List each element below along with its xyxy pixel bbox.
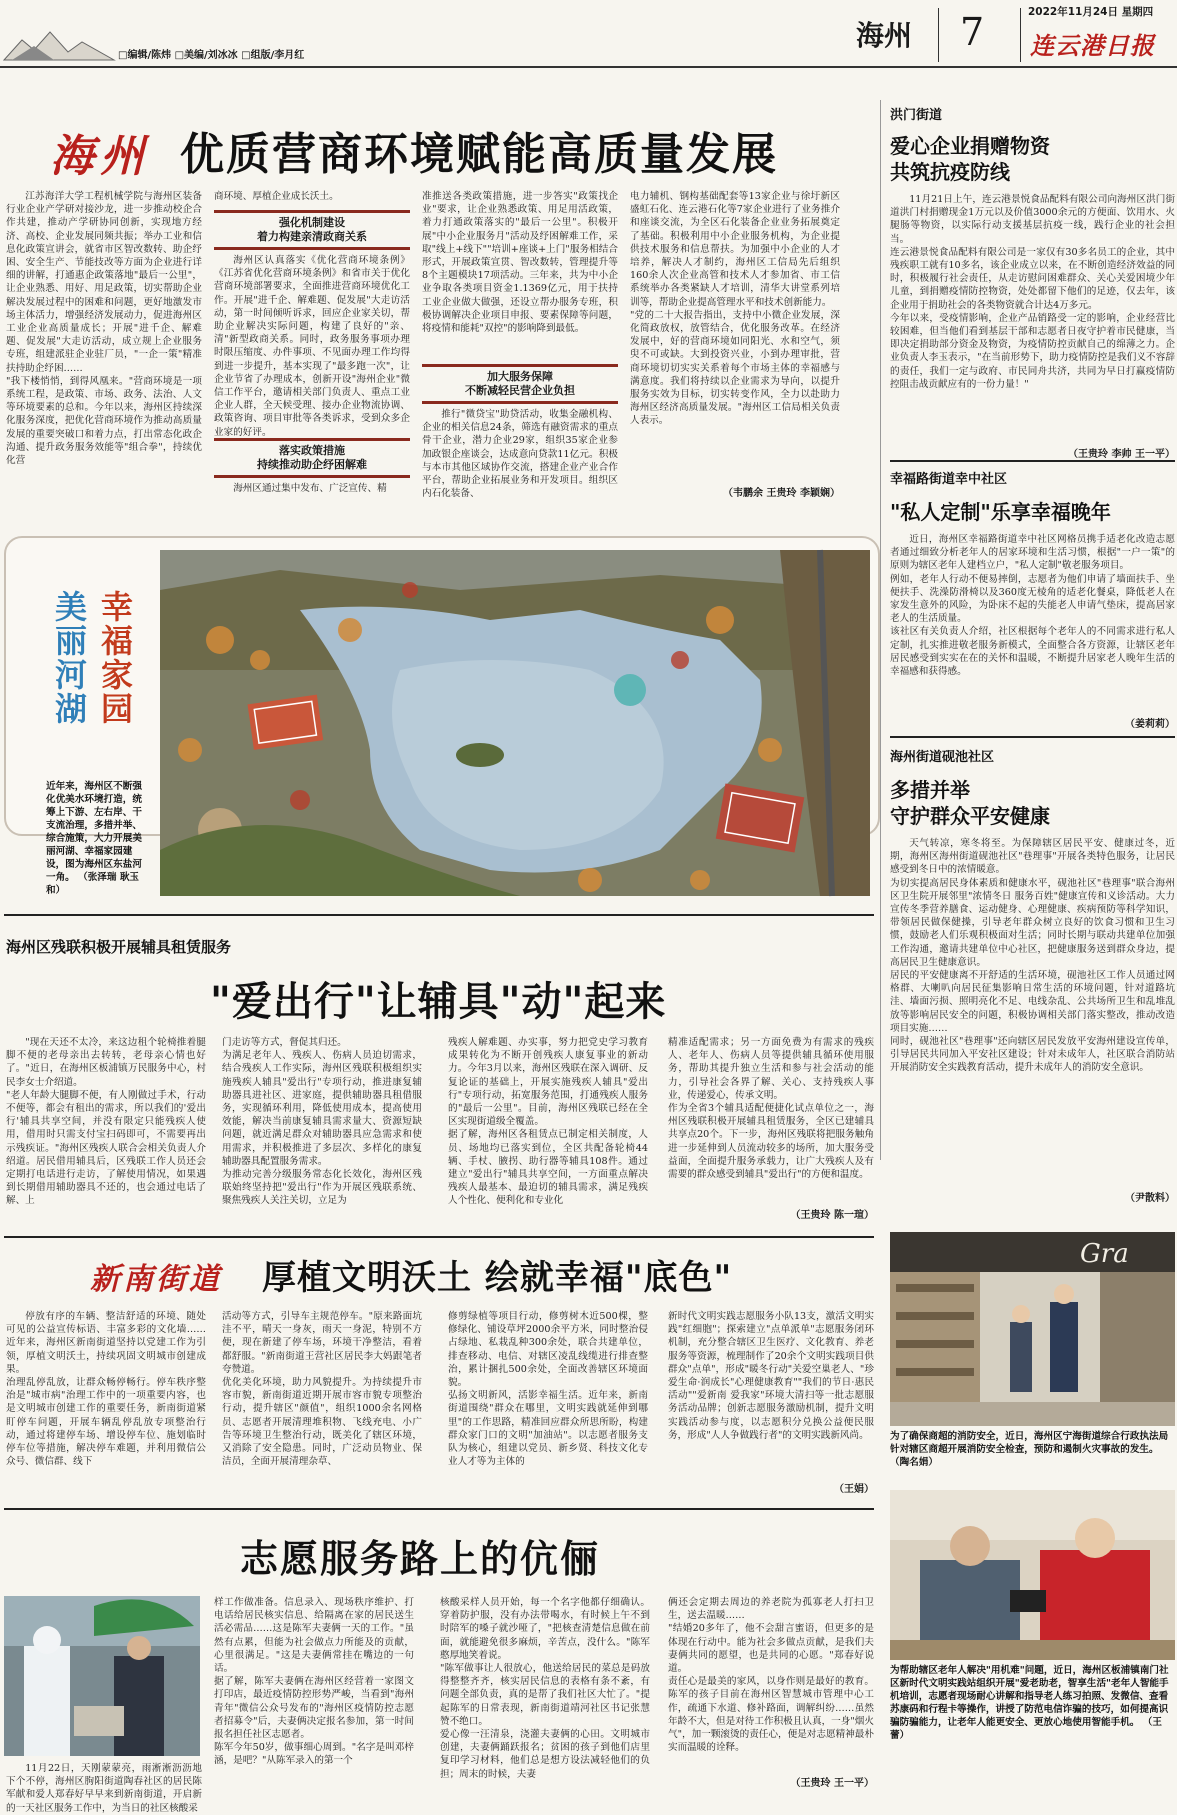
story2-col-4-body bbox=[668, 1036, 874, 1204]
lead-col-1 bbox=[6, 190, 202, 505]
lead-col-3-bottom-text: 推行"微贷宝"助贷活动，收集金融机构、企业的相关信息24条，筛选有融资需求的重点骨干企业，潜力企业29家，组织35家企业参加政银企座谈会，达成意向贷款11亿元。积极与本市其他区域协作交流，搭建企业产业合作平台，帮助企业拓展业务和开发项目。组织区内石化装备、 bbox=[422, 409, 618, 500]
right-story-3-title: 多措并举 守护群众平安健康 bbox=[890, 778, 1050, 828]
photo-feature-credit: （张泽瑞 耿玉和） bbox=[46, 872, 140, 896]
right-story-3 bbox=[890, 746, 1175, 1211]
story4-col-1-text: 11月22日，天刚蒙蒙亮，雨淅淅沥沥地下个不停，海州区朐阳街道陶春社区的居民陈军献和爱人郑春好早早来到新南街道，开启新的一天社区服务工作中，为当日的社区核酸采 bbox=[6, 1763, 202, 1814]
story3-title: 厚植文明沃土 绘就幸福"底色" bbox=[262, 1258, 733, 1298]
lead-credit: （韦鹏余 王贵玲 李颖娴） bbox=[723, 488, 840, 499]
lead-col-2-body bbox=[214, 254, 410, 438]
story3-col-4 bbox=[668, 1310, 874, 1496]
smartphone-training-photo bbox=[890, 1490, 1175, 1660]
photo-feature-title-b: 美丽河湖 bbox=[50, 590, 88, 726]
story4-credit: （王贵玲 王一平） bbox=[790, 1778, 874, 1789]
lead-col-3-body bbox=[422, 190, 618, 358]
right-photo-2-caption-text: 为帮助辖区老年人解决"用机难"问题，近日，海州区板浦镇南门社区新时代文明实践站组织开展"爱老助老，智享生活"老年人智能手机培训，志愿者现场耐心讲解和指导老人练习拍照、发微信、查看苏康码和行程卡等操作，讲授了防范电信诈骗的技巧，如何提高识骗防骗能力，让老年人能更安全、更放心地使用智能手机。 bbox=[890, 1665, 1169, 1728]
lead-label: 海州 bbox=[50, 131, 150, 182]
volunteer-couple-photo bbox=[4, 1596, 200, 1756]
right-photo-1-caption bbox=[890, 1430, 1175, 1482]
right-photo-2-caption bbox=[890, 1664, 1175, 1790]
right-story-3-credit: （尹散料） bbox=[1125, 1193, 1175, 1204]
right-column-divider bbox=[880, 100, 881, 1160]
right-story-3-text: 天气转凉，寒冬将至。为保障辖区居民平安、健康过冬，近期，海州区海州街道砚池社区"巷理事"开展各类特色服务，让居民感受到冬日中的浓情暖意。 为切实提高居民身体素质和健康水平，砚池社区"巷理事"联合海州区卫生院开展邻里"浓情冬日 服务百姓"健康宣传和义诊活动。大力宣传冬季营养膳食、运动健身、心理健康、疾病预防等科学知识，带领居民做保健操，引导老年群众树立良好的饮食习惯和卫生习惯，鼓励老人们乐观积极面对生活；同时长期与联动共建单位加强工作沟通，邀请共建单位中心社区，把健康服务送到群众身边，提高居民卫生健康意识。 居民的平安健康离不开舒适的生活环境，砚池社区工作人员通过网格群、大喇叭向居民征集影响日常生活的环境问题，针对道路坑洼、墙面污损、照明亮化不足、电线杂乱、公共场所卫生和乱堆乱放等影响居民安全的问题，积极协调相关部门落实整改，推动改造项目实施…… 同时，砚池社区"巷理事"还向辖区居民发放平安海州建设宣传单，引导居民共同加入平安社区建设；针对未成年人，社区联合消防站开展消防安全实践教育活动，提升未成年人的消防安全意识。 bbox=[890, 838, 1175, 1074]
right-story-1-title: 爱心企业捐赠物资 共筑抗疫防线 bbox=[890, 134, 1050, 184]
masthead-rule bbox=[0, 66, 1177, 68]
photo-feature-title-a: 幸福家园 bbox=[96, 590, 134, 726]
lead-col-3-bottom bbox=[422, 408, 618, 504]
story3-col-4-body bbox=[668, 1310, 874, 1478]
right-story-2-credit: （姜莉莉） bbox=[1125, 719, 1175, 730]
right-story-3-section: 海州街道砚池社区 bbox=[890, 750, 995, 765]
section-name: 海州 bbox=[856, 19, 913, 52]
story4-col-2 bbox=[214, 1596, 414, 1790]
right-photo-1-credit: （陶名娟） bbox=[890, 1457, 938, 1468]
divider bbox=[938, 8, 939, 62]
right-story-1-credit: （王贵玲 李帅 王一平） bbox=[1068, 449, 1175, 460]
right-photo-2-credit: （王蕾） bbox=[890, 1717, 1162, 1741]
right-rule bbox=[890, 460, 1175, 462]
right-story-1-body bbox=[890, 193, 1175, 443]
right-story-2 bbox=[890, 468, 1175, 728]
story4-col-3 bbox=[440, 1596, 650, 1790]
right-story-2-section: 幸福路街道幸中社区 bbox=[890, 472, 1008, 487]
story3-col-2 bbox=[222, 1310, 422, 1488]
story2-col-3-text: 残疾人解难题、办实事，努力把党史学习教育成果转化为不断开创残疾人康复事业的新动力。今年3月以来，海州区残联在深入调研、反复论证的基础上，开展实施残疾人辅具"爱出行"专项行动，拓宽服务范围，打通残疾人服务的"最后一公里"。目前，海州区残联已经在全区实现街道级全覆盖。 据了解，海州区各租赁点已制定相关制度，人员、场地均已落实到位，全区共配备轮椅44辆、手杖、腋拐、助行器等辅具108件。通过建立"爱出行"辅具共享空间，一方面重点解决残疾人最基本、最迫切的辅具需求，满足残疾人个性化、便利化和专业化 bbox=[448, 1037, 648, 1207]
paper-name: 连云港日报 bbox=[1030, 31, 1155, 60]
issue-date: 2022年11月24日 星期四 bbox=[1028, 6, 1154, 18]
photo-feature-caption-text: 近年来，海州区不断强化优美水环境打造，统筹上下游、左右岸、干支流治理，多措并举、综合施策，大力开展美丽河湖、幸福家园建设，图为海州区东盐河一角。 bbox=[46, 781, 142, 883]
story3-top-rule bbox=[4, 1236, 874, 1238]
lead-subhead-3: 加大服务保障 不断减轻民营企业负担 bbox=[465, 370, 575, 397]
story4-col-4 bbox=[668, 1596, 874, 1792]
photo-feature-caption bbox=[46, 780, 150, 896]
story3-col-1-text: 停放有序的车辆、整洁舒适的环境、随处可见的公益宣传标语、丰富多彩的文化墙……近年来，海州区新南街道坚持以党建工作为引领，厚植文明沃土，持续巩固文明城市创建成果。 治理乱停乱放，让群众畅停畅行。停车秩序整治是"城市病"治理工作中的一项重要内容，也是文明城市创建工作的重要任务，新南街道紧盯停车问题，开展车辆乱停乱放专项整治行动，通过将建停车场、增设停车位、施划临时停车位等措施，解决停车难题，并利用微信公众号、微信群、线下 bbox=[6, 1311, 206, 1468]
story3-col-3 bbox=[448, 1310, 648, 1488]
right-story-1 bbox=[890, 104, 1175, 460]
story4-title: 志愿服务路上的伉俪 bbox=[240, 1537, 601, 1581]
lead-col-4-body bbox=[630, 190, 840, 472]
right-story-1-text: 11月21日上午，连云港景悦食品配料有限公司向海州区洪门街道洪门村捐赠现金1万元以及价值3000余元的方便面、饮用水、火腿肠等物资，以实际行动支援基层抗疫一线，践行企业的社会担当。 连云港景悦食品配料有限公司是一家仅有30多名员工的企业，其中残疾职工就有10多名，该企业成立以来，在不断创造经济效益的同时，积极履行社会责任，从走访慰问困难群众、关心关爱困境少年儿童，到捐赠疫情防控物资，处处都留下他们的足迹，仅去年，该企业用于捐助社会的各类物资就合计达4万多元。 今年以来，受疫情影响，企业产品销路受一定的影响，企业经营比较困难，但当他们看到基层干部和志愿者日夜守护着市民健康，当即决定捐助部分资金及物资，为疫情防控贡献自己的绵薄之力。企业负责人李玉表示，"在当前形势下，助力疫情防控是我们义不容辞的责任，我们一定与政府、市民同舟共济，共同为早日打赢疫情防控阻击战贡献应有的一份力量！" bbox=[890, 194, 1175, 390]
divider bbox=[1020, 8, 1021, 62]
subhead-rule bbox=[214, 475, 410, 478]
story2-col-3 bbox=[448, 1036, 648, 1214]
lead-col-3 bbox=[422, 190, 618, 505]
story2-col-1-text: "现在天还不太冷，来这边租个轮椅推着腿脚不便的老母亲出去转转，老母亲心情也好了。"近日，在海州区板浦镇万民服务中心，村民李女士介绍道。 "老人年龄大腿脚不便，有人刚做过手术，行动不便等，都会有租出的需求，所以我们的'爱出行'辅具共享空间，并没有限定只能残疾人使用，借用时只需支付宝扫码即可，不需要再出示残疾证。"海州区残疾人联合会相关负责人介绍道。居民借用辅具后，区残联工作人员还会定期打电话进行走访，了解使用情况，如果遇到长期借用辅助器具不还的，也会通过电话了解、上 bbox=[6, 1037, 206, 1207]
story4-col-4-body bbox=[668, 1596, 874, 1772]
subhead-rule bbox=[422, 401, 618, 404]
editor-line: □编辑/陈炜 □美编/刘冰冰 □组版/李月红 bbox=[118, 50, 305, 61]
right-story-1-section: 洪门街道 bbox=[890, 108, 943, 123]
story2-kicker: 海州区残联积极开展辅具租赁服务 bbox=[6, 938, 232, 956]
lead-col-2-text: 海州区认真落实《优化营商环境条例》《江苏省优化营商环境条例》和省市关于优化营商环境部署要求，全面推进营商环境优化工作。开展"进千企、解难题、促发展"大走访活动，第一时间倾听诉求，回应企业家关切，帮助企业解决实际问题，构建了良好的"亲、清"新型政商关系。同时，政务服务事项办理时限压缩度、办件事项、不见面办理工作均得到进一步提升，基本实现了"最多跑一次"，让企业节省了办理成本，创新开设"海州企业"微信工作平台，邀请相关部门负责人、重点工业企业人群，全天候受理、接办企业物流协调、政策咨询、项目审批等各类诉求，受到众多企业家的好评。 bbox=[214, 255, 410, 438]
right-photo-1-caption-text: 为了确保商超的消防安全，近日，海州区宁海街道综合行政执法局针对辖区商超开展消防安全检查，预防和遏制火灾事故的发生。 bbox=[890, 1431, 1169, 1455]
mountain-logo-icon bbox=[4, 28, 114, 62]
story2-col-4 bbox=[668, 1036, 874, 1222]
right-rule bbox=[890, 736, 1175, 738]
story2-col-2 bbox=[222, 1036, 422, 1214]
lead-col-2-bottom bbox=[214, 482, 410, 496]
lead-col-4 bbox=[630, 190, 840, 505]
story2-col-4-text: 精准适配需求；另一方面免费为有需求的残疾人、老年人、伤病人员等提供辅具循环使用服务，帮助其提升独立生活和参与社会活动的能力，引导社会各界了解、关心、支持残疾人事业，传递爱心，传承文明。 作为全省3个辅具适配便捷化试点单位之一，海州区残联积极开展辅具租赁服务，全区已建辅具共享点20个。下一步，海州区残联将把服务触角进一步延伸到人员流动较多的场所，加大服务受益面，全面提升服务承载力，让广大残疾人及有需要的群众感受到辅具"爱出行"的方便和温度。 bbox=[668, 1037, 874, 1181]
right-story-2-text: 近日，海州区幸福路街道幸中社区网格员携手适老化改造志愿者通过细致分析老年人的居家环境和生活习惯，根据"一户一策"的原则为辖区老年人建档立户，"私人定制"敬老服务项目。 例如，老年人行动不便易摔倒，志愿者为他们申请了墙面扶手、坐便扶手、洗澡防滑椅以及360度无棱角的适老化餐桌，降低老人在家发生意外的风险，为卧床不起的失能老人申请气垫床，提高居家老人的生活质量。 该社区有关负责人介绍，社区根据每个老年人的不同需求进行私人定制，扎实推进敬老服务新模式，全面整合各方资源，让辖区老年居民感受到实实在在的关怀和温暖，不断提升居家老人晚年生活的幸福感和获得感。 bbox=[890, 534, 1175, 678]
lead-col-2 bbox=[214, 190, 410, 505]
lead-title: 优质营商环境赋能高质量发展 bbox=[180, 129, 778, 180]
page-number: 7 bbox=[960, 10, 985, 54]
right-story-2-title: "私人定制"乐享幸福晚年 bbox=[890, 500, 1111, 524]
story3-label: 新南街道 bbox=[90, 1262, 222, 1297]
story3-col-2-text: 活动等方式，引导车主规范停车。"原来路面坑洼不平，晴天一身灰，雨天一身泥，特别不方便，现在新建了停车场，环境干净整洁，看着都舒服。"新南街道王营社区居民李大妈跟笔者夸赞道。 优化美化环境，助力风貌提升。为持续提升市容市貌，新南街道近期开展市容市貌专项整治行动，提升辖区"颜值"，组织1000余名网格员、志愿者开展清理堆积物、飞线充电、小广告等环境卫生整治行动，既美化了辖区环境，又消除了安全隐患。同时，广泛动员物业、保洁员，全面开展清理杂草、 bbox=[222, 1311, 422, 1468]
story3-col-3-text: 修剪绿植等项目行动，修剪树木近500棵，整修绿化、铺设草坪2000余平方米，同时整治侵占绿地、私栽乱种300余处，联合共建单位，排查移动、电信、对辖区凌乱线缆进行排查整治，累计捆扎500余处，全面改善辖区环境面貌。 弘扬文明新风，活影幸福生活。近年来，新南街道围绕"群众在哪里，文明实践就延伸到哪里"的工作思路，精准回应群众所思所盼，构建群众家门口的文明"加油站"。以志愿者服务支队为核心，组建以党员、新乡贤、科技文化专业人才等为主体的 bbox=[448, 1311, 648, 1468]
lead-col-2-bottom-text: 海州区通过集中发布、广泛宣传、精 bbox=[233, 483, 387, 494]
story4-col-4-text: 俩还会定期去周边的养老院为孤寡老人打扫卫生，送去温暖…… "结婚20多年了，他不会甜言蜜语，但更多的是体现在行动中。能为社会多做点贡献，是我们夫妻俩共同的愿望，也是共同的心愿。"郑春好说道。 责任心是最美的家风，以身作则是最好的教育。陈军的孩子目前在海州区智慧城市管理中心工作，疏通下水道、修补路面，调解纠纷……虽然年龄不大，但是对待工作积极且认真，一身"烟火气"，加一颗滚烫的责任心，便是对志愿精神最朴实而温暖的诠释。 bbox=[668, 1597, 874, 1754]
story2-col-2-text: 门走访等方式，督促其归还。 为满足老年人、残疾人、伤病人员迫切需求，结合残疾人工作实际，海州区残联积极组织实施残疾人辅具"爱出行"专项行动，推进康复辅助器具进社区、进家庭，提供辅助器具租借服务，实现循环利用，降低使用成本，提高使用效能，解决当前康复辅具需求量大、资源短缺问题，就近满足群众对辅助器具应急需求和使用需求，并积极推进了多层次、多样化的康复辅助器具配置服务需求。 为推动完善分级服务常态化长效化，海州区残联始终坚持把"爱出行"作为开展区残联系统、聚焦残疾人关注关切，立足为 bbox=[222, 1037, 422, 1207]
lead-subhead-2: 落实政策措施 持续推动助企纾困解难 bbox=[257, 444, 367, 471]
lead-col-4-text: 电力辅机、钢构基础配套等13家企业与徐圩新区盛虹石化、连云港石化等7家企业进行了业务推介和座谈交流，为全区石化装备企业业务拓展奠定了基础。积极利用中小企业服务机构，为企业提供技术服务和信息帮扶。为加强中小企业的人才培养，解决人才制约，海州区工信局先后组织160余人次企业高管和技术人才参加省、市工信系统举办各类紧缺人才培训，清华大讲堂系列培训等，帮助企业提高管理水平和技术创新能力。 "党的二十大报告指出，支持中小微企业发展，深化简政放权，放管结合，优化服务改革。在经济发展中，好的营商环境如同阳光、水和空气，须臾不可或缺。大到投资兴业，小到办理审批，营商环境切切实实关系着每个市场主体的幸福感与满意度。我们将持续以企业需求为导向，以提升服务实效为目标，切实转变作风，全力以赴助力海州区经济高质量发展。"海州区工信局相关负责人表示。 bbox=[630, 191, 840, 427]
right-story-3-body bbox=[890, 837, 1175, 1187]
story3-col-1 bbox=[6, 1310, 206, 1488]
story2-col-1 bbox=[6, 1036, 206, 1214]
story3-col-4-text: 新时代文明实践志愿服务小队13支，激活文明实践"红细胞"；探索建立"点单派单"志愿服务闭环机制，充分整合辖区卫生医疗、文化教育、养老服务等资源，梳理制作了20余个文明实践项目供群众"点单"，形成"暖冬行动"关爱空巢老人、"珍爱生命·润成长"心理健康教育""我们的节日·惠民活动""爱新南 爱我家"环境大清扫等一批志愿服务活动品牌；创新志愿服务激励机制，提升文明实践活动参与度，以志愿积分兑换公益便民服务，形成"人人争做践行者"的文明实践新风尚。 bbox=[668, 1311, 874, 1441]
story2-title: "爱出行"让辅具"动"起来 bbox=[210, 979, 667, 1025]
lead-col-3-text: 准推送各类政策措施，进一步答实"政策找企业"要求，让企业熟悉政策、用足用活政策，着力打通政策落实的"最后一公里"。积极开展"中小企业服务月"活动及纾困解难工作，采取"线上+线下""培训+座谈+上门"服务相结合形式，开展政策宣贯、智改数转，管理提升等8个主题模块17项活动。三年来，共为中小企业争取各类项目资金1.1369亿元，用于扶持工业企业做大做强，还设立帮办服务专班，积极协调解决企业项目申报、要素保障等问题，将疫情和能耗"双控"的影响降到最低。 bbox=[422, 191, 618, 335]
story2-top-rule bbox=[4, 914, 874, 916]
lead-col-1-text: 江苏海洋大学工程机械学院与海州区装备行业企业产学研对接沙龙，进一步推动校企合作共建，推动产学研协同创新，实现地方经济、高校、企业发展同频共振；举办工业和信息化政策宣讲会，就省市区智改数转、助企纾困、安全生产、节能技改等方面为企业进行详细的讲解，打通惠企政策落地"最后一公里"，让企业熟悉、用好、用足政策，切实帮助企业解决发展过程中的困难和问题，更好地激发市场主体活力，增强经济发展动力，促进海州区工业企业高质量成长；开展"进千企、解难题、促发展"大走访活动，成立规上企业服务专班，组建派驻企业驻厂员，"一企一策"精准扶持助企纾困…… "我下楼悄悄，到得风凰来。"营商环境是一项系统工程，是政策、市场、政务、法治、人文等环境要素的总和。今年以来，海州区持续深化服务深度，把优化营商环境作为推动高质量发展的重要突破口和着力点，打出常态化政企沟通、提升政务服务效能等"组合拳"，持续优化营 bbox=[6, 191, 202, 467]
lead-col-2-top: 商环境、厚植企业成长沃土。 bbox=[214, 191, 339, 202]
aerial-river-park-photo bbox=[160, 550, 870, 896]
story3-credit: （王娟） bbox=[834, 1484, 874, 1495]
story2-credit: （王贵玲 陈一瑄） bbox=[790, 1210, 874, 1221]
lead-subhead-1: 强化机制建设 着力构建亲清政商关系 bbox=[257, 216, 367, 243]
masthead bbox=[0, 0, 1177, 68]
story4-col-2-text: 样工作做准备。信息录入、现场秩序维护、打电话给居民核实信息、给隔离在家的居民送生活必需品……这是陈军夫妻俩一天的工作。"虽然有点累，但能为社会做点力所能及的贡献，心里很满足。"这是夫妻俩常挂在嘴边的一句话。 据了解，陈军夫妻俩在海州区经营着一家图文打印店，最近疫情防控形势严峻，当看到"海州青年"微信公众号发布的"海州区疫情防控志愿者招募令"后，夫妻俩决定报名参加，第一时间报名担任社区志愿者。 陈军今年50岁，做事细心周到。"名字是叫邓梓涵，是吧？"从陈军录入的第一个 bbox=[214, 1597, 414, 1767]
story4-col-3-text: 核酸采样人员开始，每一个名字他都仔细确认。穿着防护服，没有办法带喝水，有时候上午不到时陪军的嗓子就沙哑了，"把核查清楚信息做在前面，就能避免很多麻烦，辛苦点，没什么。"陈军憨厚地笑着说。 "陈军做事让人很放心，他送给居民的菜总是码放得整整齐齐，核实居民信息的表格有条不紊，有问题全部负责，真的是帮了我们社区大忙了。"提起陈军的日常表现，新南街道靖河社区书记张慧赞不绝口。 爱心像一汪清泉，浇灌夫妻俩的心田。文明城市创建，夫妻俩踊跃报名；贫困的孩子到他们店里复印学习材料，他们总是想方设法减轻他们的负担；周末的时候，夫妻 bbox=[440, 1597, 650, 1780]
store-sign: Gra bbox=[1080, 1239, 1129, 1269]
fire-safety-inspection-photo bbox=[890, 1232, 1175, 1426]
story4-top-rule bbox=[4, 1508, 874, 1510]
story4-col-1 bbox=[6, 1762, 202, 1814]
subhead-rule bbox=[214, 247, 410, 250]
right-story-2-body bbox=[890, 533, 1175, 713]
